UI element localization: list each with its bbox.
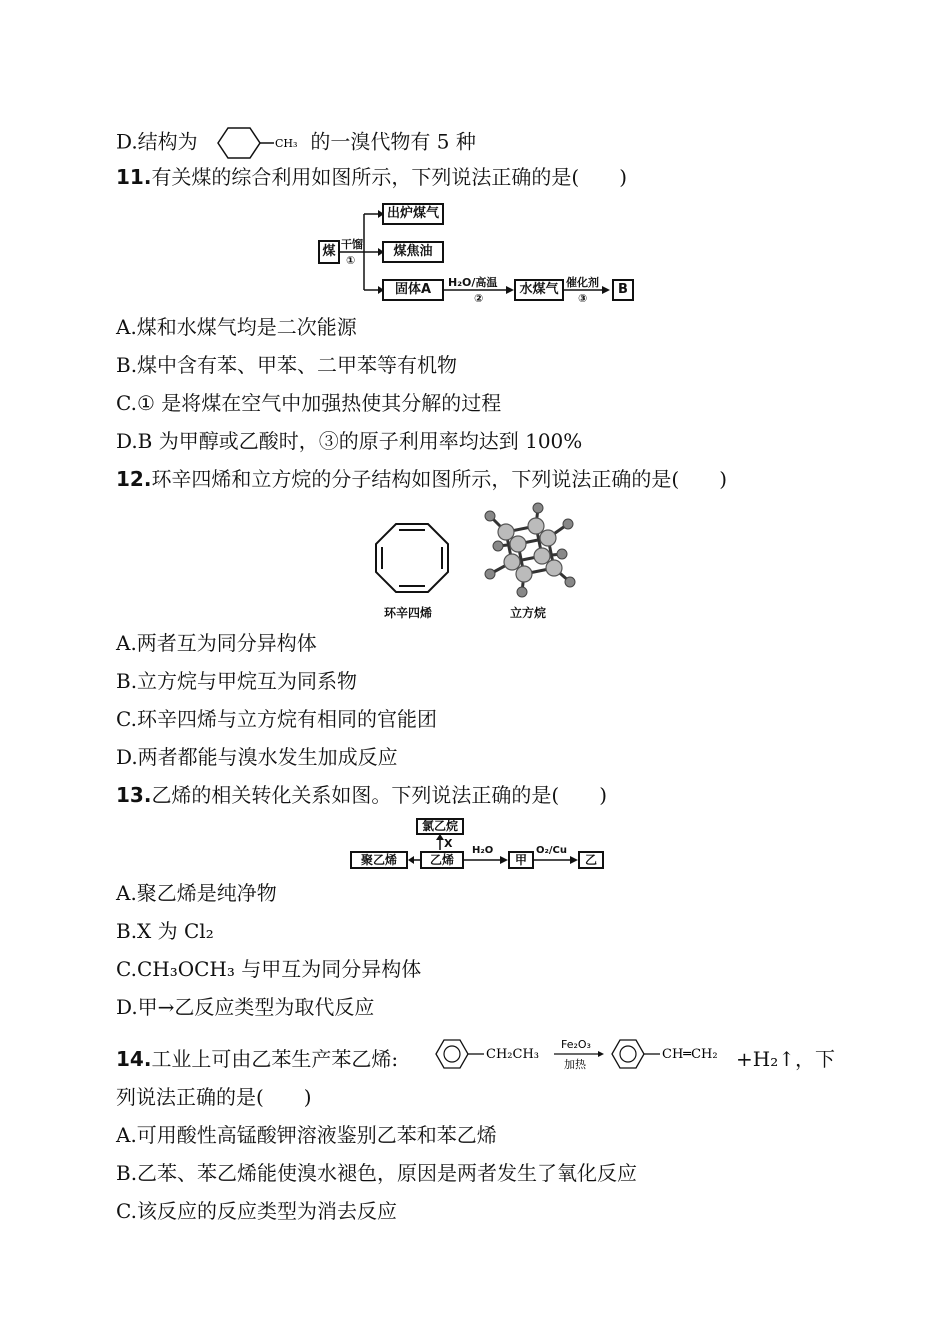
- q13-option-d: D.甲→乙反应类型为取代反应: [116, 995, 375, 1019]
- cyclooctatetraene-structure: [372, 518, 452, 598]
- jia-box: 甲: [508, 851, 534, 869]
- q14-option-c: C.该反应的反应类型为消去反应: [116, 1199, 397, 1223]
- water-gas-box: 水煤气: [514, 279, 564, 301]
- cubane-structure: [478, 502, 578, 598]
- q14-stem-line2: 列说法正确的是( ): [116, 1085, 312, 1109]
- step3-number: ③: [578, 292, 588, 305]
- ethylene-conversion-diagram: [348, 818, 608, 872]
- q12-stem: [116, 466, 727, 492]
- product-b-box: B: [612, 279, 634, 301]
- q14-option-a: A.可用酸性高锰酸钾溶液鉴别乙苯和苯乙烯: [116, 1123, 497, 1147]
- q13-number: 13.: [116, 783, 152, 807]
- q10-option-d: [116, 125, 476, 161]
- coal-box: 煤: [318, 240, 340, 264]
- q10-d-suffix: 的一溴代物有 5 种: [310, 129, 476, 154]
- step1-number: ①: [346, 254, 356, 267]
- catalyst-label: Fe₂O₃: [561, 1038, 591, 1051]
- q14-stem: [116, 1046, 398, 1072]
- q12-option-c: C.环辛四烯与立方烷有相同的官能团: [116, 707, 437, 731]
- q12-number: 12.: [116, 467, 152, 491]
- coal-tar-box: 煤焦油: [382, 241, 444, 263]
- q11-option-d: D.B 为甲醇或乙酸时，③的原子利用率均达到 100%: [116, 429, 583, 453]
- o2-cu-reagent-label: O₂/Cu: [536, 845, 567, 856]
- q12-option-d: D.两者都能与溴水发生加成反应: [116, 745, 398, 769]
- q13-option-c: C.CH₃OCH₃ 与甲互为同分异构体: [116, 957, 422, 981]
- q14-option-b: B.乙苯、苯乙烯能使溴水褪色，原因是两者发生了氧化反应: [116, 1161, 638, 1185]
- q11-stem-text: 有关煤的综合利用如图所示，下列说法正确的是( ): [151, 165, 628, 189]
- q12-option-a: A.两者互为同分异构体: [116, 631, 317, 655]
- polyethylene-box: 聚乙烯: [350, 851, 408, 869]
- vinyl-group-label: CH═CH₂: [662, 1047, 718, 1062]
- q11-stem: [116, 164, 627, 190]
- q13-option-a: A.聚乙烯是纯净物: [116, 881, 277, 905]
- q13-stem-text: 乙烯的相关转化关系如图。下列说法正确的是( ): [151, 783, 608, 807]
- q11-option-c: C.① 是将煤在空气中加强热使其分解的过程: [116, 391, 502, 415]
- cyclooctatetraene-figure: [372, 518, 452, 618]
- step2-number: ②: [474, 292, 484, 305]
- q11-option-b: B.煤中含有苯、甲苯、二甲苯等有机物: [116, 353, 458, 377]
- ethyl-group-label: CH₂CH₃: [486, 1047, 539, 1062]
- cubane-figure: [478, 502, 578, 620]
- q11-number: 11.: [116, 165, 152, 189]
- q10-d-prefix: D.结构为: [116, 129, 198, 154]
- heat-label: 加热: [564, 1058, 586, 1071]
- q14-stem-prefix: 工业上可由乙苯生产苯乙烯:: [151, 1047, 399, 1071]
- chloroethane-box: 氯乙烷: [416, 818, 464, 835]
- methylcyclohexane-structure: [210, 125, 298, 161]
- yi-box: 乙: [578, 851, 604, 869]
- q14-number: 14.: [116, 1047, 152, 1071]
- coal-utilization-diagram: [316, 200, 646, 305]
- q14-byproduct: +H₂↑，下: [736, 1047, 835, 1071]
- q12-option-b: B.立方烷与甲烷互为同系物: [116, 669, 358, 693]
- ethylene-box: 乙烯: [420, 851, 464, 869]
- cubane-label: 立方烷: [510, 606, 547, 620]
- q11-option-a: A.煤和水煤气均是二次能源: [116, 315, 357, 339]
- q12-stem-text: 环辛四烯和立方烷的分子结构如图所示，下列说法正确的是( ): [151, 467, 728, 491]
- dry-distillation-label: 干馏: [341, 238, 363, 251]
- step3-catalyst-label: 催化剂: [566, 276, 599, 289]
- cyclooctatetraene-label: 环辛四烯: [384, 606, 433, 620]
- q13-option-b: B.X 为 Cl₂: [116, 919, 214, 943]
- x-reagent-label: X: [444, 837, 453, 850]
- furnace-gas-box: 出炉煤气: [382, 203, 444, 225]
- ch3-label: CH₃: [275, 137, 298, 150]
- reaction-scheme: [428, 1030, 738, 1080]
- ethylbenzene-reaction: [428, 1030, 738, 1080]
- step2-condition-label: H₂O/高温: [448, 276, 498, 289]
- h2o-reagent-label: H₂O: [472, 845, 494, 856]
- q13-stem: [116, 782, 607, 808]
- solid-a-box: 固体A: [382, 279, 444, 301]
